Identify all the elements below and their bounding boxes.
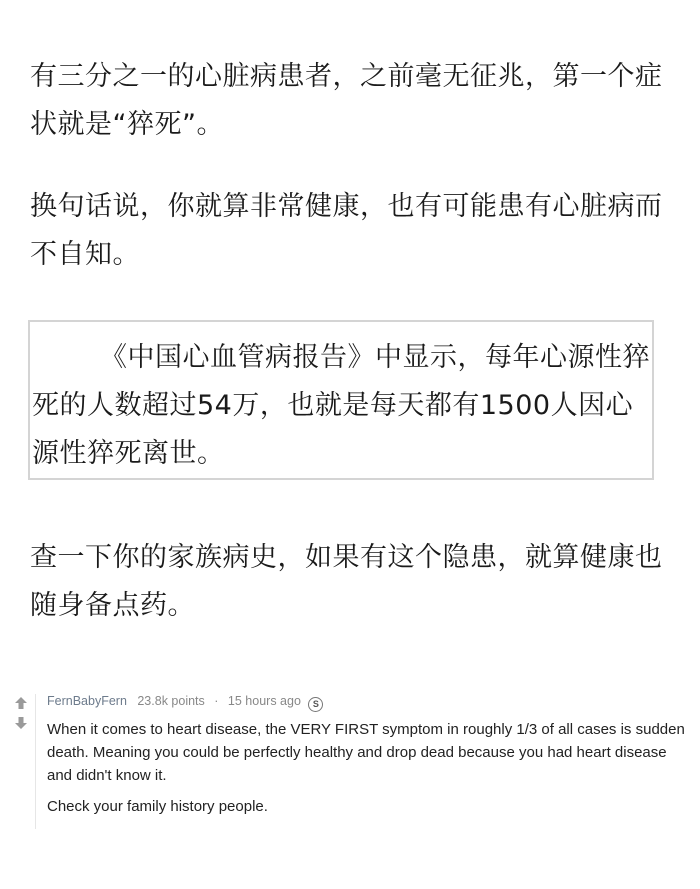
comment-time[interactable]: 15 hours ago — [227, 694, 301, 708]
silver-award-icon: S — [308, 697, 323, 712]
reddit-comment — [14, 692, 684, 832]
quote-text: 《中国心血管病报告》中显示，每年心源性猝死的人数超过54万，也就是每天都有1500人因心源性猝死离世。 — [32, 342, 650, 469]
downvote-arrow-icon[interactable] — [14, 716, 28, 730]
upvote-arrow-icon[interactable] — [14, 696, 28, 710]
article-paragraph-2: 换句话说，你就算非常健康，也有可能患有心脏病而不自知。 — [30, 191, 663, 270]
comment-points: 23.8k points — [137, 694, 205, 708]
comment-author[interactable]: FernBabyFern — [47, 694, 127, 708]
vote-column — [14, 696, 30, 736]
comment-body-paragraph-2: Check your family history people. — [47, 798, 268, 815]
comment-meta — [47, 694, 323, 712]
thread-line[interactable] — [35, 694, 36, 829]
article-paragraph-1: 有三分之一的心脏病患者，之前毫无征兆，第一个症状就是“猝死”。 — [30, 61, 663, 140]
meta-separator: · — [214, 694, 219, 708]
quote-box — [28, 320, 654, 480]
article-paragraph-4: 查一下你的家族病史，如果有这个隐患，就算健康也随身备点药。 — [30, 542, 663, 621]
comment-body-paragraph-1: When it comes to heart disease, the VERY FIRST symptom in roughly 1/3 of all cases is sudden death. Meaning you could be perfectly healthy and drop dead because you had heart disease and didn't know it. — [47, 721, 685, 784]
